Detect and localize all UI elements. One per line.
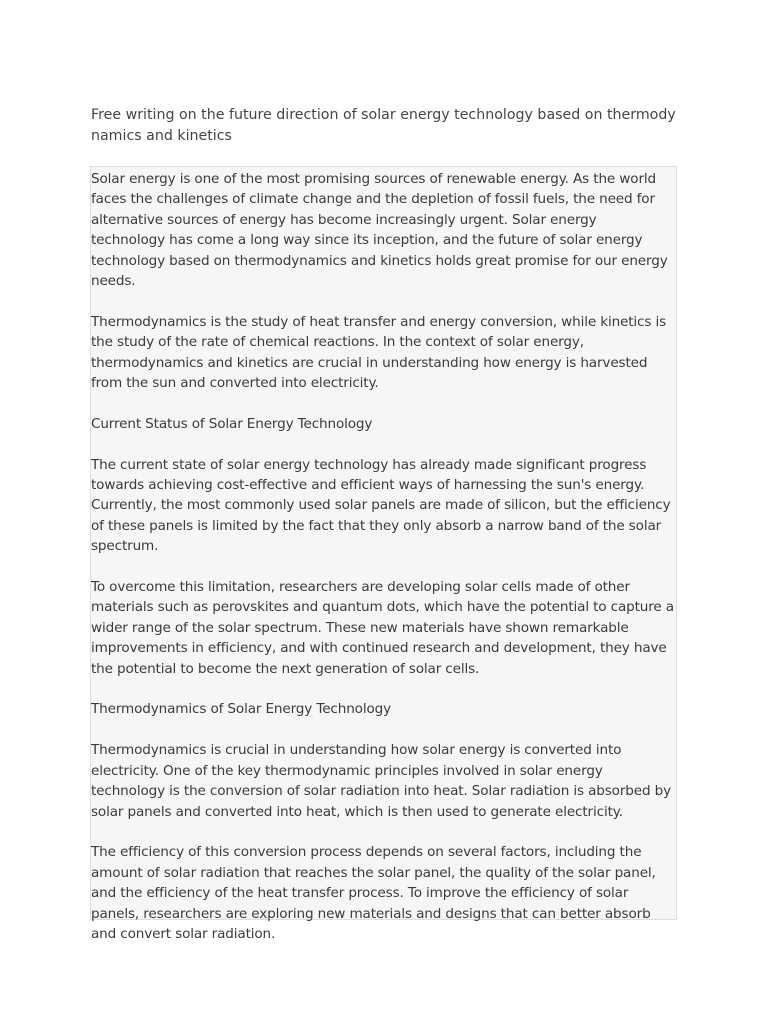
- prompt-text: Free writing on the future direction of solar energy technology based on thermodynamics and kinetics: [91, 107, 676, 144]
- response-paragraph-efficiency: The efficiency of this conversion process depends on several factors, including the amount of solar radiation that reaches the solar panel, the quality of the solar panel, and the efficiency of the heat transfer process. To improve the efficiency of solar panels, researchers are exploring new materials and designs that can better absorb and convert solar radiation.: [91, 844, 656, 942]
- section-heading-thermodynamics: Thermodynamics of Solar Energy Technology: [91, 701, 392, 718]
- response-paragraph-new-materials: To overcome this limitation, researchers are developing solar cells made of other materials such as perovskites and quantum dots, which have the potential to capture a wider range of the solar spectrum. These new materials have shown remarkable improvements in efficiency, and with continued research and development, they have the potential to become the next generation of solar cells.: [91, 579, 674, 677]
- response-paragraph-thermo-principles: Thermodynamics is crucial in understanding how solar energy is converted into electricity. One of the key thermodynamic principles involved in solar energy technology is the conversion of solar radiation into heat. Solar radiation is absorbed by solar panels and converted into heat, which is then used to generate electricity.: [91, 742, 671, 820]
- response-paragraph-current-state: The current state of solar energy technology has already made significant progress towards achieving cost-effective and efficient ways of harnessing the sun's energy. Currently, the most commonly used solar panels are made of silicon, but the efficiency of these panels is limited by the fact that they only absorb a narrow band of the solar spectrum.: [91, 456, 671, 555]
- response-box: [90, 166, 677, 942]
- response-paragraph-intro: Solar energy is one of the most promising sources of renewable energy. As the world faces the challenges of climate change and the depletion of fossil fuels, the need for alternative sources of energy has become increasingly urgent. Solar energy technology has come a long way since its inception, and the future of solar energy technology based on thermodynamics and kinetics holds great promise for our energy needs.: [91, 171, 668, 290]
- response-paragraph-definitions: Thermodynamics is the study of heat transfer and energy conversion, while kinetics is the study of the rate of chemical reactions. In the context of solar energy, thermodynamics and kinetics are crucial in understanding how energy is harvested from the sun and converted into electricity.: [91, 313, 667, 392]
- section-heading-current-status: Current Status of Solar Energy Technology: [91, 415, 373, 432]
